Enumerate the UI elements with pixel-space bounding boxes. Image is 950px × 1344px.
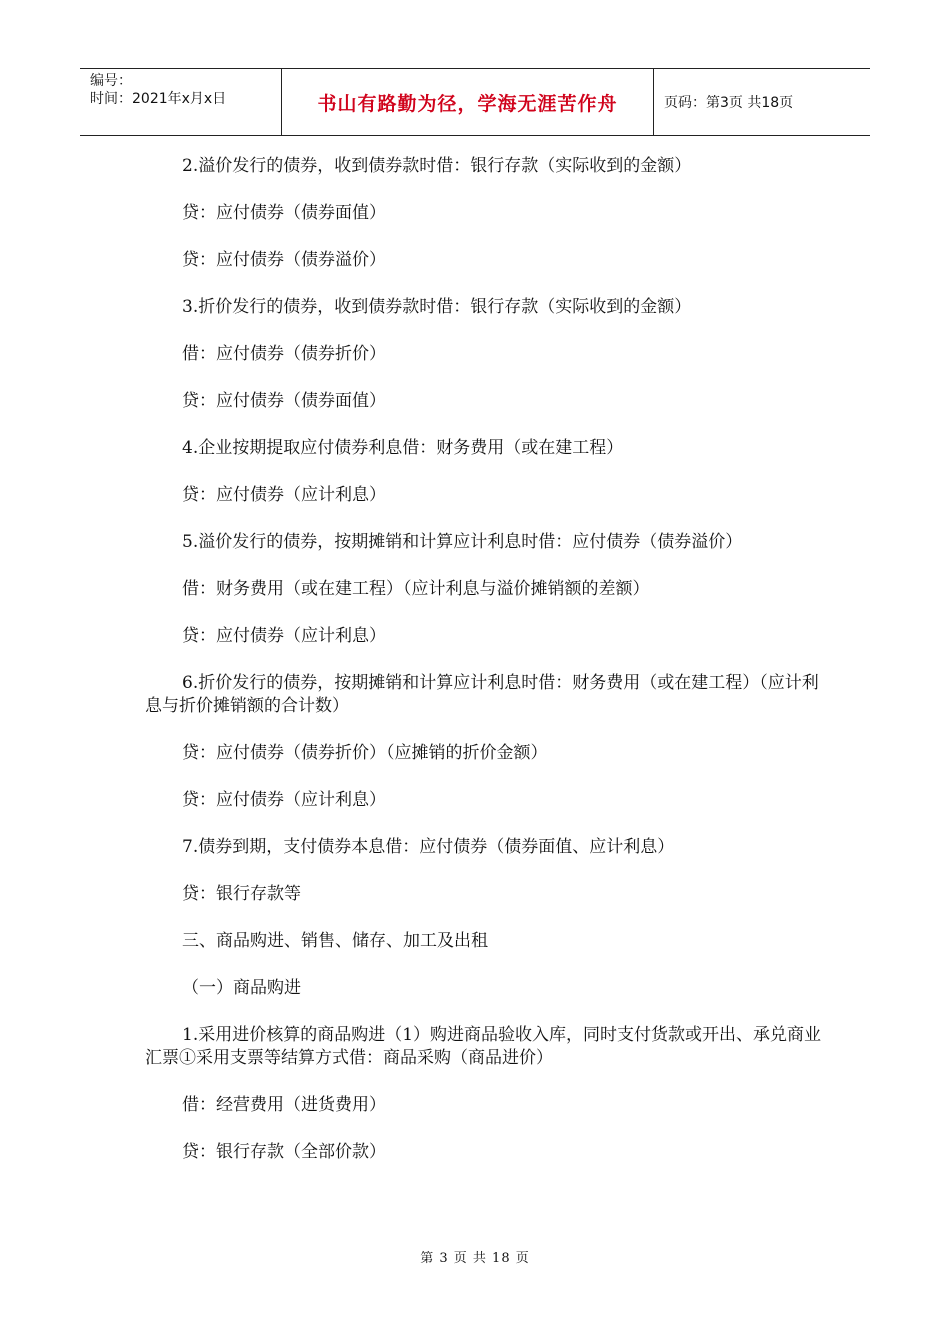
paragraph: 7.债券到期，支付债券本息借：应付债券（债券面值、应计利息） bbox=[182, 837, 675, 857]
paragraph: 借：应付债券（债券折价） bbox=[182, 344, 386, 364]
paragraph: 贷：应付债券（债券面值） bbox=[182, 391, 386, 411]
header-page-info: 页码：第3页 共18页 bbox=[664, 95, 794, 111]
document-number-label: 编号： bbox=[90, 73, 132, 89]
subsection-heading: （一）商品购进 bbox=[182, 978, 301, 998]
paragraph: 5.溢价发行的债券，按期摊销和计算应计利息时借：应付债券（债券溢价） bbox=[182, 532, 743, 552]
paragraph: 贷：应付债券（债券面值） bbox=[182, 203, 386, 223]
paragraph: 贷：应付债券（债券溢价） bbox=[182, 250, 386, 270]
paragraph: 6.折价发行的债券，按期摊销和计算应计利息时借：财务费用（或在建工程）（应计利息与折价摊销额的合计数） bbox=[145, 673, 819, 716]
section-heading: 三、商品购进、销售、储存、加工及出租 bbox=[182, 931, 488, 951]
paragraph: 3.折价发行的债券，收到债券款时借：银行存款（实际收到的金额） bbox=[182, 297, 692, 317]
paragraph: 贷：银行存款（全部价款） bbox=[182, 1142, 386, 1162]
paragraph: 贷：应付债券（应计利息） bbox=[182, 790, 386, 810]
paragraph: 贷：应付债券（应计利息） bbox=[182, 485, 386, 505]
paragraph: 贷：应付债券（应计利息） bbox=[182, 626, 386, 646]
document-time-label: 时间：2021年x月x日 bbox=[90, 91, 227, 107]
paragraph: 贷：应付债券（债券折价）（应摊销的折价金额） bbox=[182, 743, 548, 763]
paragraph: 借：经营费用（进货费用） bbox=[182, 1095, 386, 1115]
paragraph: 4.企业按期提取应付债券利息借：财务费用（或在建工程） bbox=[182, 438, 624, 458]
paragraph: 借：财务费用（或在建工程）（应计利息与溢价摊销额的差额） bbox=[182, 579, 650, 599]
paragraph: 贷：银行存款等 bbox=[182, 884, 301, 904]
page-footer: 第 3 页 共 18 页 bbox=[420, 1251, 530, 1266]
header-meta bbox=[80, 69, 282, 135]
document-body bbox=[145, 155, 825, 1188]
page-header bbox=[80, 68, 870, 136]
paragraph: 2.溢价发行的债券，收到债券款时借：银行存款（实际收到的金额） bbox=[182, 156, 692, 176]
header-motto: 书山有路勤为径，学海无涯苦作舟 bbox=[282, 69, 654, 135]
paragraph: 1.采用进价核算的商品购进（1）购进商品验收入库，同时支付货款或开出、承兑商业汇票①采用支票等结算方式借：商品采购（商品进价） bbox=[145, 1025, 822, 1068]
